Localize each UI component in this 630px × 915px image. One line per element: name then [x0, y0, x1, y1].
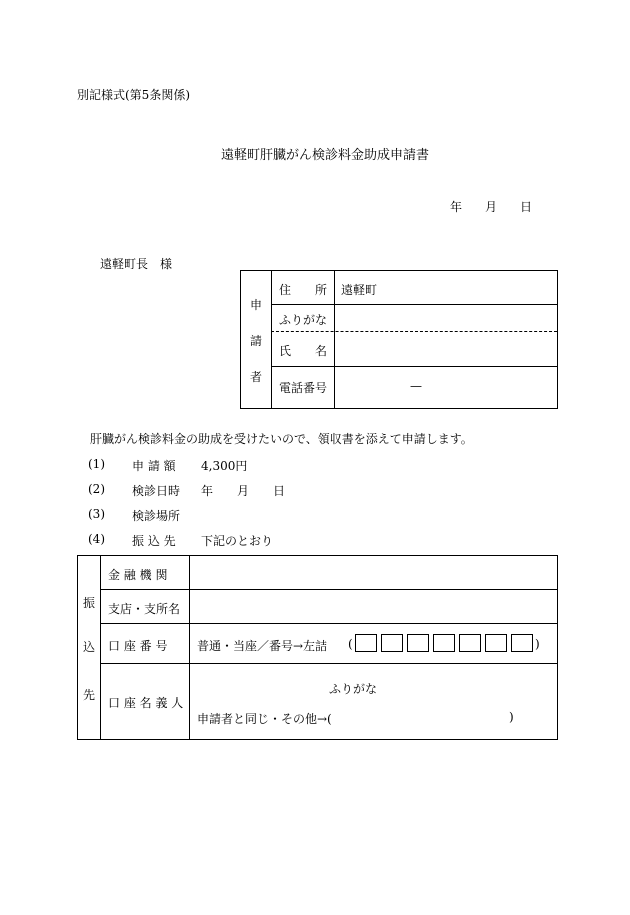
phone-value: —: [410, 379, 422, 393]
branch-label: 支店・支所名: [108, 602, 181, 616]
item-2-label: 検診日時: [132, 484, 181, 498]
account-paren-open: (: [348, 637, 353, 651]
account-paren-close: ): [535, 637, 540, 651]
date-year: 年: [450, 200, 463, 214]
account-digit-box-6[interactable]: [485, 634, 507, 652]
bank-side-label-3: 先: [83, 688, 96, 702]
address-label: 住 所: [279, 283, 328, 297]
holder-paren-close: ): [509, 710, 514, 724]
addressee: 遠軽町長 様: [100, 257, 173, 271]
item-4-label: 振 込 先: [132, 534, 176, 548]
phone-label: 電話番号: [279, 381, 328, 395]
item-3-num: (3): [88, 507, 105, 521]
form-label: 別記様式(第5条関係): [77, 88, 190, 102]
account-digit-box-2[interactable]: [381, 634, 403, 652]
date-month: 月: [485, 200, 498, 214]
applicant-side-label-2: 請: [250, 334, 263, 348]
item-2-value: 年 月 日: [201, 484, 286, 498]
applicant-side-label-3: 者: [250, 370, 263, 384]
account-digit-box-7[interactable]: [511, 634, 533, 652]
account-digit-box-4[interactable]: [433, 634, 455, 652]
holder-option-text: 申請者と同じ・その他→(: [197, 712, 332, 726]
item-1-label: 申 請 額: [132, 459, 176, 473]
item-3-label: 検診場所: [132, 509, 181, 523]
applicant-side-label-1: 申: [250, 298, 263, 312]
date-day: 日: [520, 200, 533, 214]
account-digit-box-5[interactable]: [459, 634, 481, 652]
name-label: 氏 名: [279, 344, 328, 358]
page-title: 遠軽町肝臓がん検診料金助成申請書: [221, 148, 430, 163]
account-digit-box-1[interactable]: [355, 634, 377, 652]
item-4-value: 下記のとおり: [201, 534, 274, 548]
statement-text: 肝臓がん検診料金の助成を受けたいので、領収書を添えて申請します。: [90, 432, 473, 446]
bank-side-label-1: 振: [83, 596, 96, 610]
item-1-value: 4,300円: [201, 459, 248, 473]
holder-furigana-label: ふりがな: [329, 682, 378, 696]
account-digit-box-3[interactable]: [407, 634, 429, 652]
address-value: 遠軽町: [341, 283, 378, 297]
item-2-num: (2): [88, 482, 105, 496]
account-holder-label: 口 座 名 義 人: [108, 696, 184, 710]
item-4-num: (4): [88, 532, 105, 546]
item-1-num: (1): [88, 457, 105, 471]
account-number-label: 口 座 番 号: [108, 639, 168, 653]
institution-label: 金 融 機 関: [108, 568, 168, 582]
furigana-label: ふりがな: [279, 313, 328, 327]
account-type-text: 普通・当座／番号→左詰: [197, 639, 328, 653]
bank-side-label-2: 込: [83, 640, 96, 654]
